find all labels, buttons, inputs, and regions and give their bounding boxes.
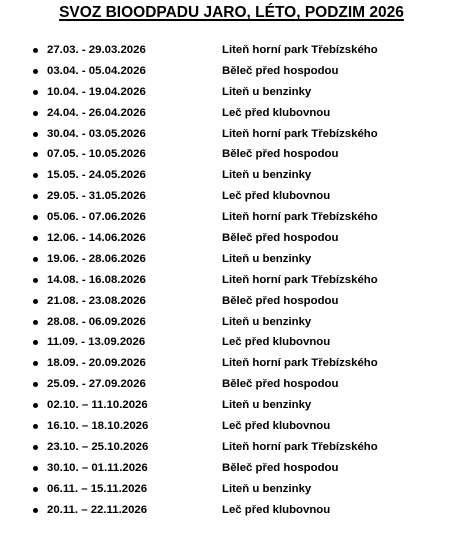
schedule-place: Liteň u benzinky <box>222 85 312 98</box>
schedule-dates: 03.04. - 05.04.2026 <box>47 64 146 77</box>
schedule-item <box>0 186 463 207</box>
schedule-item <box>0 332 463 353</box>
schedule-dates: 12.06. - 14.06.2026 <box>47 232 146 245</box>
bullet-icon <box>33 69 38 74</box>
schedule-place: Liteň horní park Třebízského <box>222 440 378 453</box>
bullet-icon <box>33 132 38 137</box>
bullet-icon <box>33 445 38 450</box>
schedule-item <box>0 144 463 165</box>
schedule-dates: 28.08. - 06.09.2026 <box>47 315 146 328</box>
schedule-place: Leč před klubovnou <box>222 336 331 349</box>
schedule-place: Liteň horní park Třebízského <box>222 44 378 56</box>
schedule-dates: 20.11. – 22.11.2026 <box>47 503 148 516</box>
bullet-icon <box>33 152 38 157</box>
bullet-icon <box>33 257 38 262</box>
bullet-icon <box>33 215 38 220</box>
schedule-dates: 14.08. - 16.08.2026 <box>47 273 146 286</box>
schedule-place: Běleč před hospodou <box>222 461 339 474</box>
bullet-icon <box>33 466 38 471</box>
schedule-dates: 11.09. - 13.09.2026 <box>47 336 146 349</box>
schedule-place: Liteň u benzinky <box>222 482 312 495</box>
schedule-item <box>0 103 463 124</box>
schedule-dates: 30.10. – 01.11.2026 <box>47 461 148 474</box>
schedule-dates: 23.10. – 25.10.2026 <box>47 440 149 453</box>
bullet-icon <box>33 487 38 492</box>
schedule-item <box>0 124 463 145</box>
schedule-dates: 27.03. - 29.03.2026 <box>47 44 146 56</box>
schedule-dates: 21.08. - 23.08.2026 <box>47 294 146 307</box>
schedule-dates: 07.05. - 10.05.2026 <box>47 148 146 161</box>
schedule-item <box>0 270 463 291</box>
schedule-dates: 16.10. – 18.10.2026 <box>47 420 149 433</box>
schedule-item <box>0 61 463 82</box>
schedule-item <box>0 416 463 437</box>
page-title-text: SVOZ BIOODPADU JARO, LÉTO, PODZIM 2026 <box>59 4 404 21</box>
schedule-item <box>0 207 463 228</box>
schedule-item <box>0 249 463 270</box>
schedule-dates: 18.09. - 20.09.2026 <box>47 357 146 370</box>
schedule-place: Běleč před hospodou <box>222 294 339 307</box>
schedule-place: Běleč před hospodou <box>222 232 339 245</box>
schedule-place: Leč před klubovnou <box>222 503 331 516</box>
bullet-icon <box>33 320 38 325</box>
schedule-item <box>0 500 463 521</box>
bullet-icon <box>33 382 38 387</box>
bullet-icon <box>33 508 38 513</box>
schedule-place: Liteň u benzinky <box>222 399 312 412</box>
bullet-icon <box>33 278 38 283</box>
bullet-icon <box>33 236 38 241</box>
schedule-dates: 25.09. - 27.09.2026 <box>47 378 146 391</box>
schedule-place: Běleč před hospodou <box>222 148 339 161</box>
schedule-item <box>0 291 463 312</box>
schedule-item <box>0 395 463 416</box>
schedule-item <box>0 228 463 249</box>
bullet-icon <box>33 340 38 345</box>
schedule-dates: 24.04. - 26.04.2026 <box>47 106 146 119</box>
schedule-dates: 06.11. – 15.11.2026 <box>47 482 148 495</box>
bullet-icon <box>33 194 38 199</box>
schedule-place: Liteň horní park Třebízského <box>222 273 378 286</box>
schedule-item <box>0 82 463 103</box>
bullet-icon <box>33 48 38 53</box>
bullet-icon <box>33 299 38 304</box>
schedule-item <box>0 40 463 61</box>
bullet-icon <box>33 90 38 95</box>
schedule-place: Leč před klubovnou <box>222 420 331 433</box>
page-title <box>0 3 463 23</box>
schedule-item <box>0 353 463 374</box>
schedule-place: Leč před klubovnou <box>222 190 331 203</box>
schedule-place: Liteň horní park Třebízského <box>222 127 378 140</box>
schedule-item <box>0 312 463 333</box>
bullet-icon <box>33 361 38 366</box>
schedule-item <box>0 437 463 458</box>
schedule-dates: 19.06. - 28.06.2026 <box>47 252 146 265</box>
bullet-icon <box>33 403 38 408</box>
schedule-dates: 02.10. – 11.10.2026 <box>47 399 148 412</box>
schedule-item <box>0 479 463 500</box>
schedule-dates: 05.06. - 07.06.2026 <box>47 211 146 224</box>
schedule-item <box>0 165 463 186</box>
bullet-icon <box>33 424 38 429</box>
schedule-item <box>0 374 463 395</box>
schedule-place: Běleč před hospodou <box>222 64 339 77</box>
schedule-item <box>0 458 463 479</box>
schedule-place: Liteň u benzinky <box>222 315 312 328</box>
schedule-place: Liteň horní park Třebízského <box>222 357 378 370</box>
schedule-list <box>0 40 463 520</box>
schedule-place: Liteň horní park Třebízského <box>222 211 378 224</box>
schedule-dates: 10.04. - 19.04.2026 <box>47 85 146 98</box>
schedule-dates: 15.05. - 24.05.2026 <box>47 169 146 182</box>
schedule-place: Liteň u benzinky <box>222 169 312 182</box>
schedule-dates: 29.05. - 31.05.2026 <box>47 190 146 203</box>
bullet-icon <box>33 173 38 178</box>
schedule-dates: 30.04. - 03.05.2026 <box>47 127 146 140</box>
bullet-icon <box>33 111 38 116</box>
schedule-place: Běleč před hospodou <box>222 378 339 391</box>
schedule-place: Leč před klubovnou <box>222 106 331 119</box>
schedule-place: Liteň u benzinky <box>222 252 312 265</box>
